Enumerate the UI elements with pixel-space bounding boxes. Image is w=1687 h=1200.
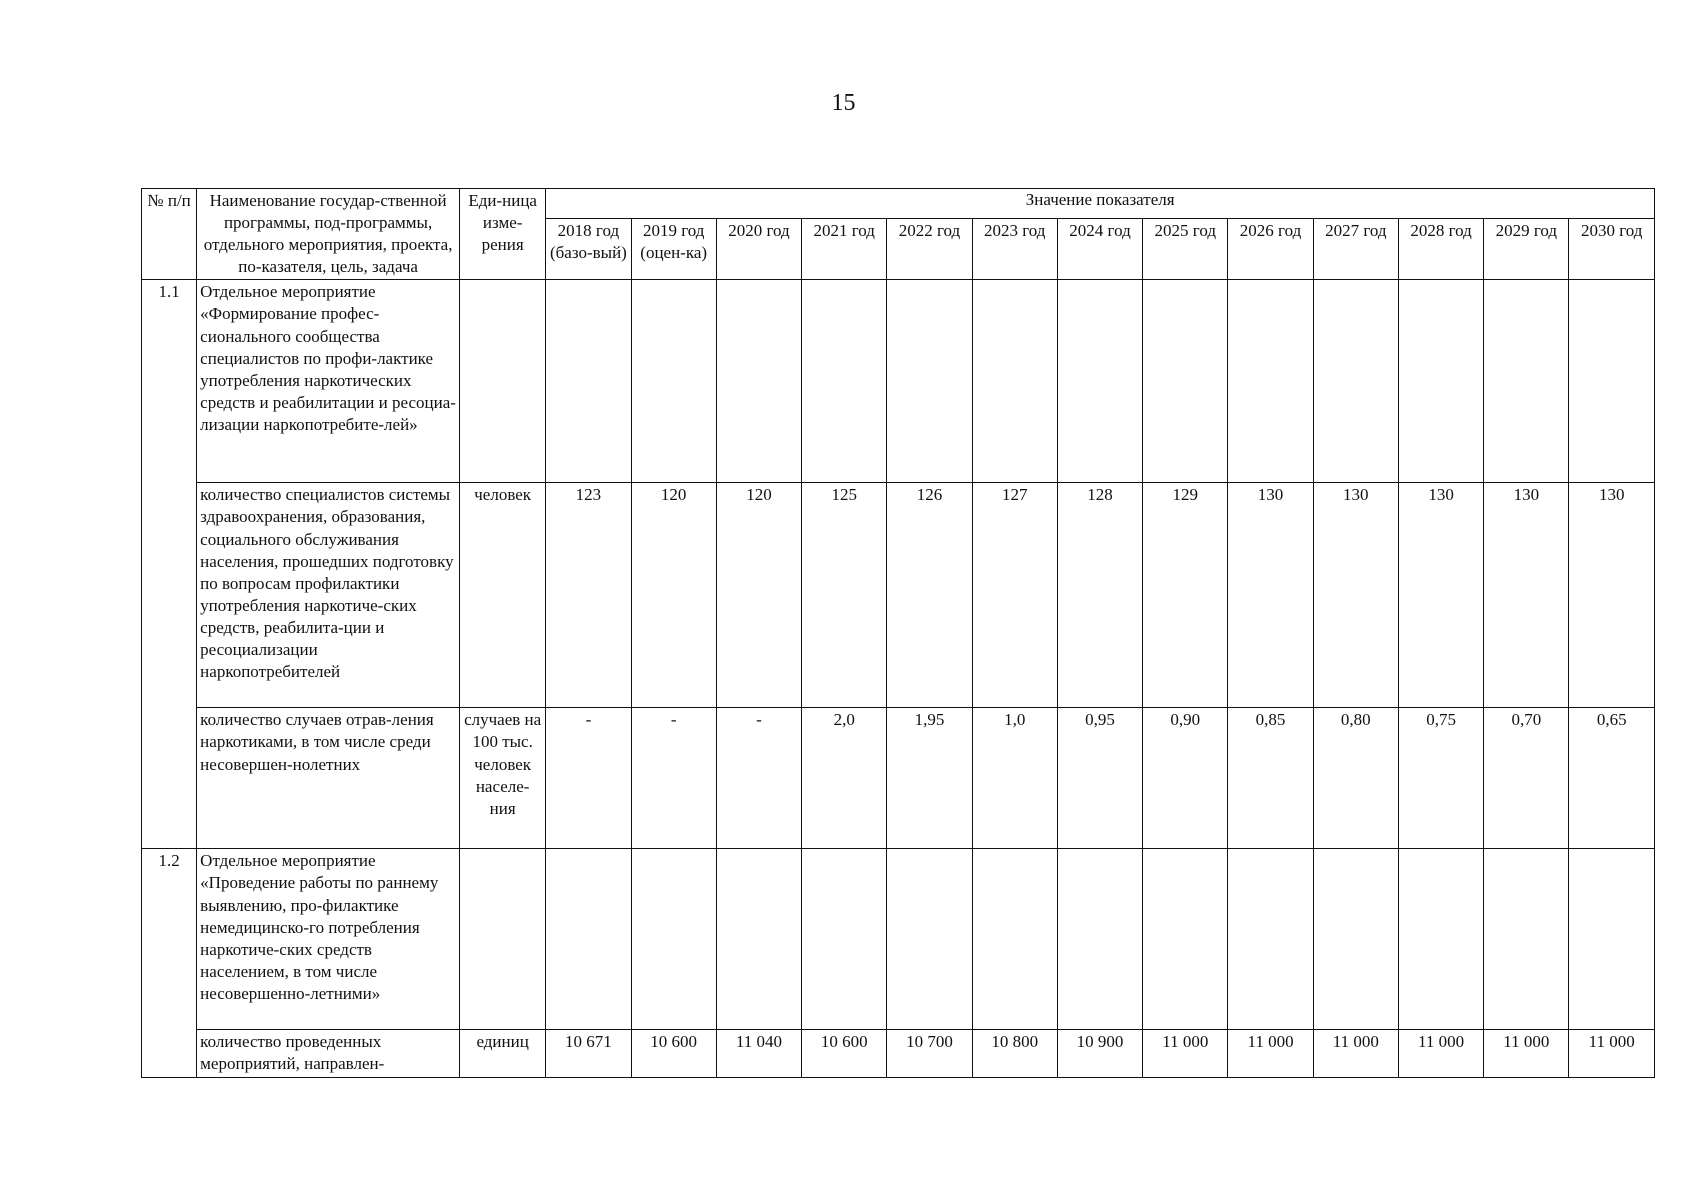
- row-value: [716, 849, 801, 1030]
- row-value: [546, 849, 631, 1030]
- row-value: 120: [631, 483, 716, 708]
- row-value: 130: [1569, 483, 1655, 708]
- row-value: [887, 280, 972, 483]
- row-value: [1143, 849, 1228, 1030]
- row-value: 130: [1484, 483, 1569, 708]
- header-year: 2020 год: [716, 219, 801, 280]
- row-value: 0,65: [1569, 708, 1655, 849]
- row-value: 0,90: [1143, 708, 1228, 849]
- table-row: [142, 280, 1655, 483]
- row-value: 10 800: [972, 1030, 1057, 1077]
- row-value: 120: [716, 483, 801, 708]
- row-value: [1228, 280, 1313, 483]
- row-value: 2,0: [802, 708, 887, 849]
- row-unit: [460, 280, 546, 483]
- row-value: 10 600: [802, 1030, 887, 1077]
- row-value: 0,95: [1057, 708, 1142, 849]
- header-year: 2027 год: [1313, 219, 1398, 280]
- row-value: 1,0: [972, 708, 1057, 849]
- page-number: 15: [831, 90, 856, 116]
- header-year: 2022 год: [887, 219, 972, 280]
- row-value: [1228, 849, 1313, 1030]
- row-value: [1398, 280, 1483, 483]
- header-value-group: Значение показателя: [546, 189, 1655, 219]
- row-value: [1569, 849, 1655, 1030]
- row-value: 126: [887, 483, 972, 708]
- row-value: 127: [972, 483, 1057, 708]
- row-value: 130: [1228, 483, 1313, 708]
- row-name: количество специалистов системы здравоохранения, образования, социального обслуживания населения, прошедших подготовку по вопросам профилактики употребления наркотиче-ских средств, реабилита-ции и ресоциализации наркопотребителей: [197, 483, 460, 708]
- row-name: количество случаев отрав-ления наркотиками, в том числе среди несовершен-нолетних: [197, 708, 460, 849]
- row-value: [1143, 280, 1228, 483]
- header-year: 2023 год: [972, 219, 1057, 280]
- header-year: 2029 год: [1484, 219, 1569, 280]
- row-value: 129: [1143, 483, 1228, 708]
- row-value: [1398, 849, 1483, 1030]
- row-value: [1313, 849, 1398, 1030]
- row-value: 10 900: [1057, 1030, 1142, 1077]
- header-year: 2028 год: [1398, 219, 1483, 280]
- row-number: 1.1: [142, 280, 197, 849]
- header-year: 2026 год: [1228, 219, 1313, 280]
- table-row: [142, 1030, 1655, 1077]
- row-value: 0,75: [1398, 708, 1483, 849]
- row-value: 10 671: [546, 1030, 631, 1077]
- row-value: [887, 849, 972, 1030]
- row-value: [1484, 280, 1569, 483]
- row-value: 130: [1313, 483, 1398, 708]
- row-value: 11 000: [1569, 1030, 1655, 1077]
- row-value: 11 000: [1398, 1030, 1483, 1077]
- row-unit: единиц: [460, 1030, 546, 1077]
- row-value: [716, 280, 801, 483]
- table-row: [142, 849, 1655, 1030]
- row-value: [1313, 280, 1398, 483]
- table-row: [142, 708, 1655, 849]
- row-name: количество проведенных мероприятий, направлен-: [197, 1030, 460, 1077]
- row-value: [1569, 280, 1655, 483]
- table-body: [142, 280, 1655, 1077]
- row-value: [972, 280, 1057, 483]
- row-value: 130: [1398, 483, 1483, 708]
- row-value: [631, 849, 716, 1030]
- row-unit: [460, 849, 546, 1030]
- row-value: [1484, 849, 1569, 1030]
- row-value: 10 700: [887, 1030, 972, 1077]
- header-year: 2021 год: [802, 219, 887, 280]
- row-value: 125: [802, 483, 887, 708]
- row-value: 11 040: [716, 1030, 801, 1077]
- row-unit: человек: [460, 483, 546, 708]
- row-value: 10 600: [631, 1030, 716, 1077]
- row-value: 0,70: [1484, 708, 1569, 849]
- row-value: 11 000: [1313, 1030, 1398, 1077]
- row-value: [972, 849, 1057, 1030]
- header-year: 2019 год (оцен-ка): [631, 219, 716, 280]
- row-name: Отдельное мероприятие «Проведение работы по раннему выявлению, про-филактике немедицинско-го потребления наркотиче-ских средств населением, в том числе несовершенно-летними»: [197, 849, 460, 1030]
- row-value: 11 000: [1484, 1030, 1569, 1077]
- row-value: [1057, 280, 1142, 483]
- row-value: 0,80: [1313, 708, 1398, 849]
- row-value: 123: [546, 483, 631, 708]
- row-value: [802, 280, 887, 483]
- row-value: -: [716, 708, 801, 849]
- row-value: [802, 849, 887, 1030]
- row-value: -: [631, 708, 716, 849]
- table-header: [142, 189, 1655, 280]
- header-num: № п/п: [142, 189, 197, 280]
- row-value: [1057, 849, 1142, 1030]
- header-year: 2024 год: [1057, 219, 1142, 280]
- row-number: 1.2: [142, 849, 197, 1077]
- row-value: 0,85: [1228, 708, 1313, 849]
- row-value: 11 000: [1228, 1030, 1313, 1077]
- row-value: -: [546, 708, 631, 849]
- header-year: 2018 год (базо-вый): [546, 219, 631, 280]
- row-value: 11 000: [1143, 1030, 1228, 1077]
- row-value: 1,95: [887, 708, 972, 849]
- table-row: [142, 483, 1655, 708]
- row-name: Отдельное мероприятие «Формирование профес-сионального сообщества специалистов по профи-лактике употребления наркотических средств и реабилитации и ресоциа-лизации наркопотребите-лей»: [197, 280, 460, 483]
- row-value: [631, 280, 716, 483]
- header-year: 2030 год: [1569, 219, 1655, 280]
- row-value: 128: [1057, 483, 1142, 708]
- header-year: 2025 год: [1143, 219, 1228, 280]
- indicators-table: [141, 188, 1655, 1078]
- row-value: [546, 280, 631, 483]
- header-name: Наименование государ-ственной программы, под-программы, отдельного мероприятия, проекта, по-казателя, цель, задача: [197, 189, 460, 280]
- header-unit: Еди-ница изме-рения: [460, 189, 546, 280]
- row-unit: случаев на 100 тыс. человек населе-ния: [460, 708, 546, 849]
